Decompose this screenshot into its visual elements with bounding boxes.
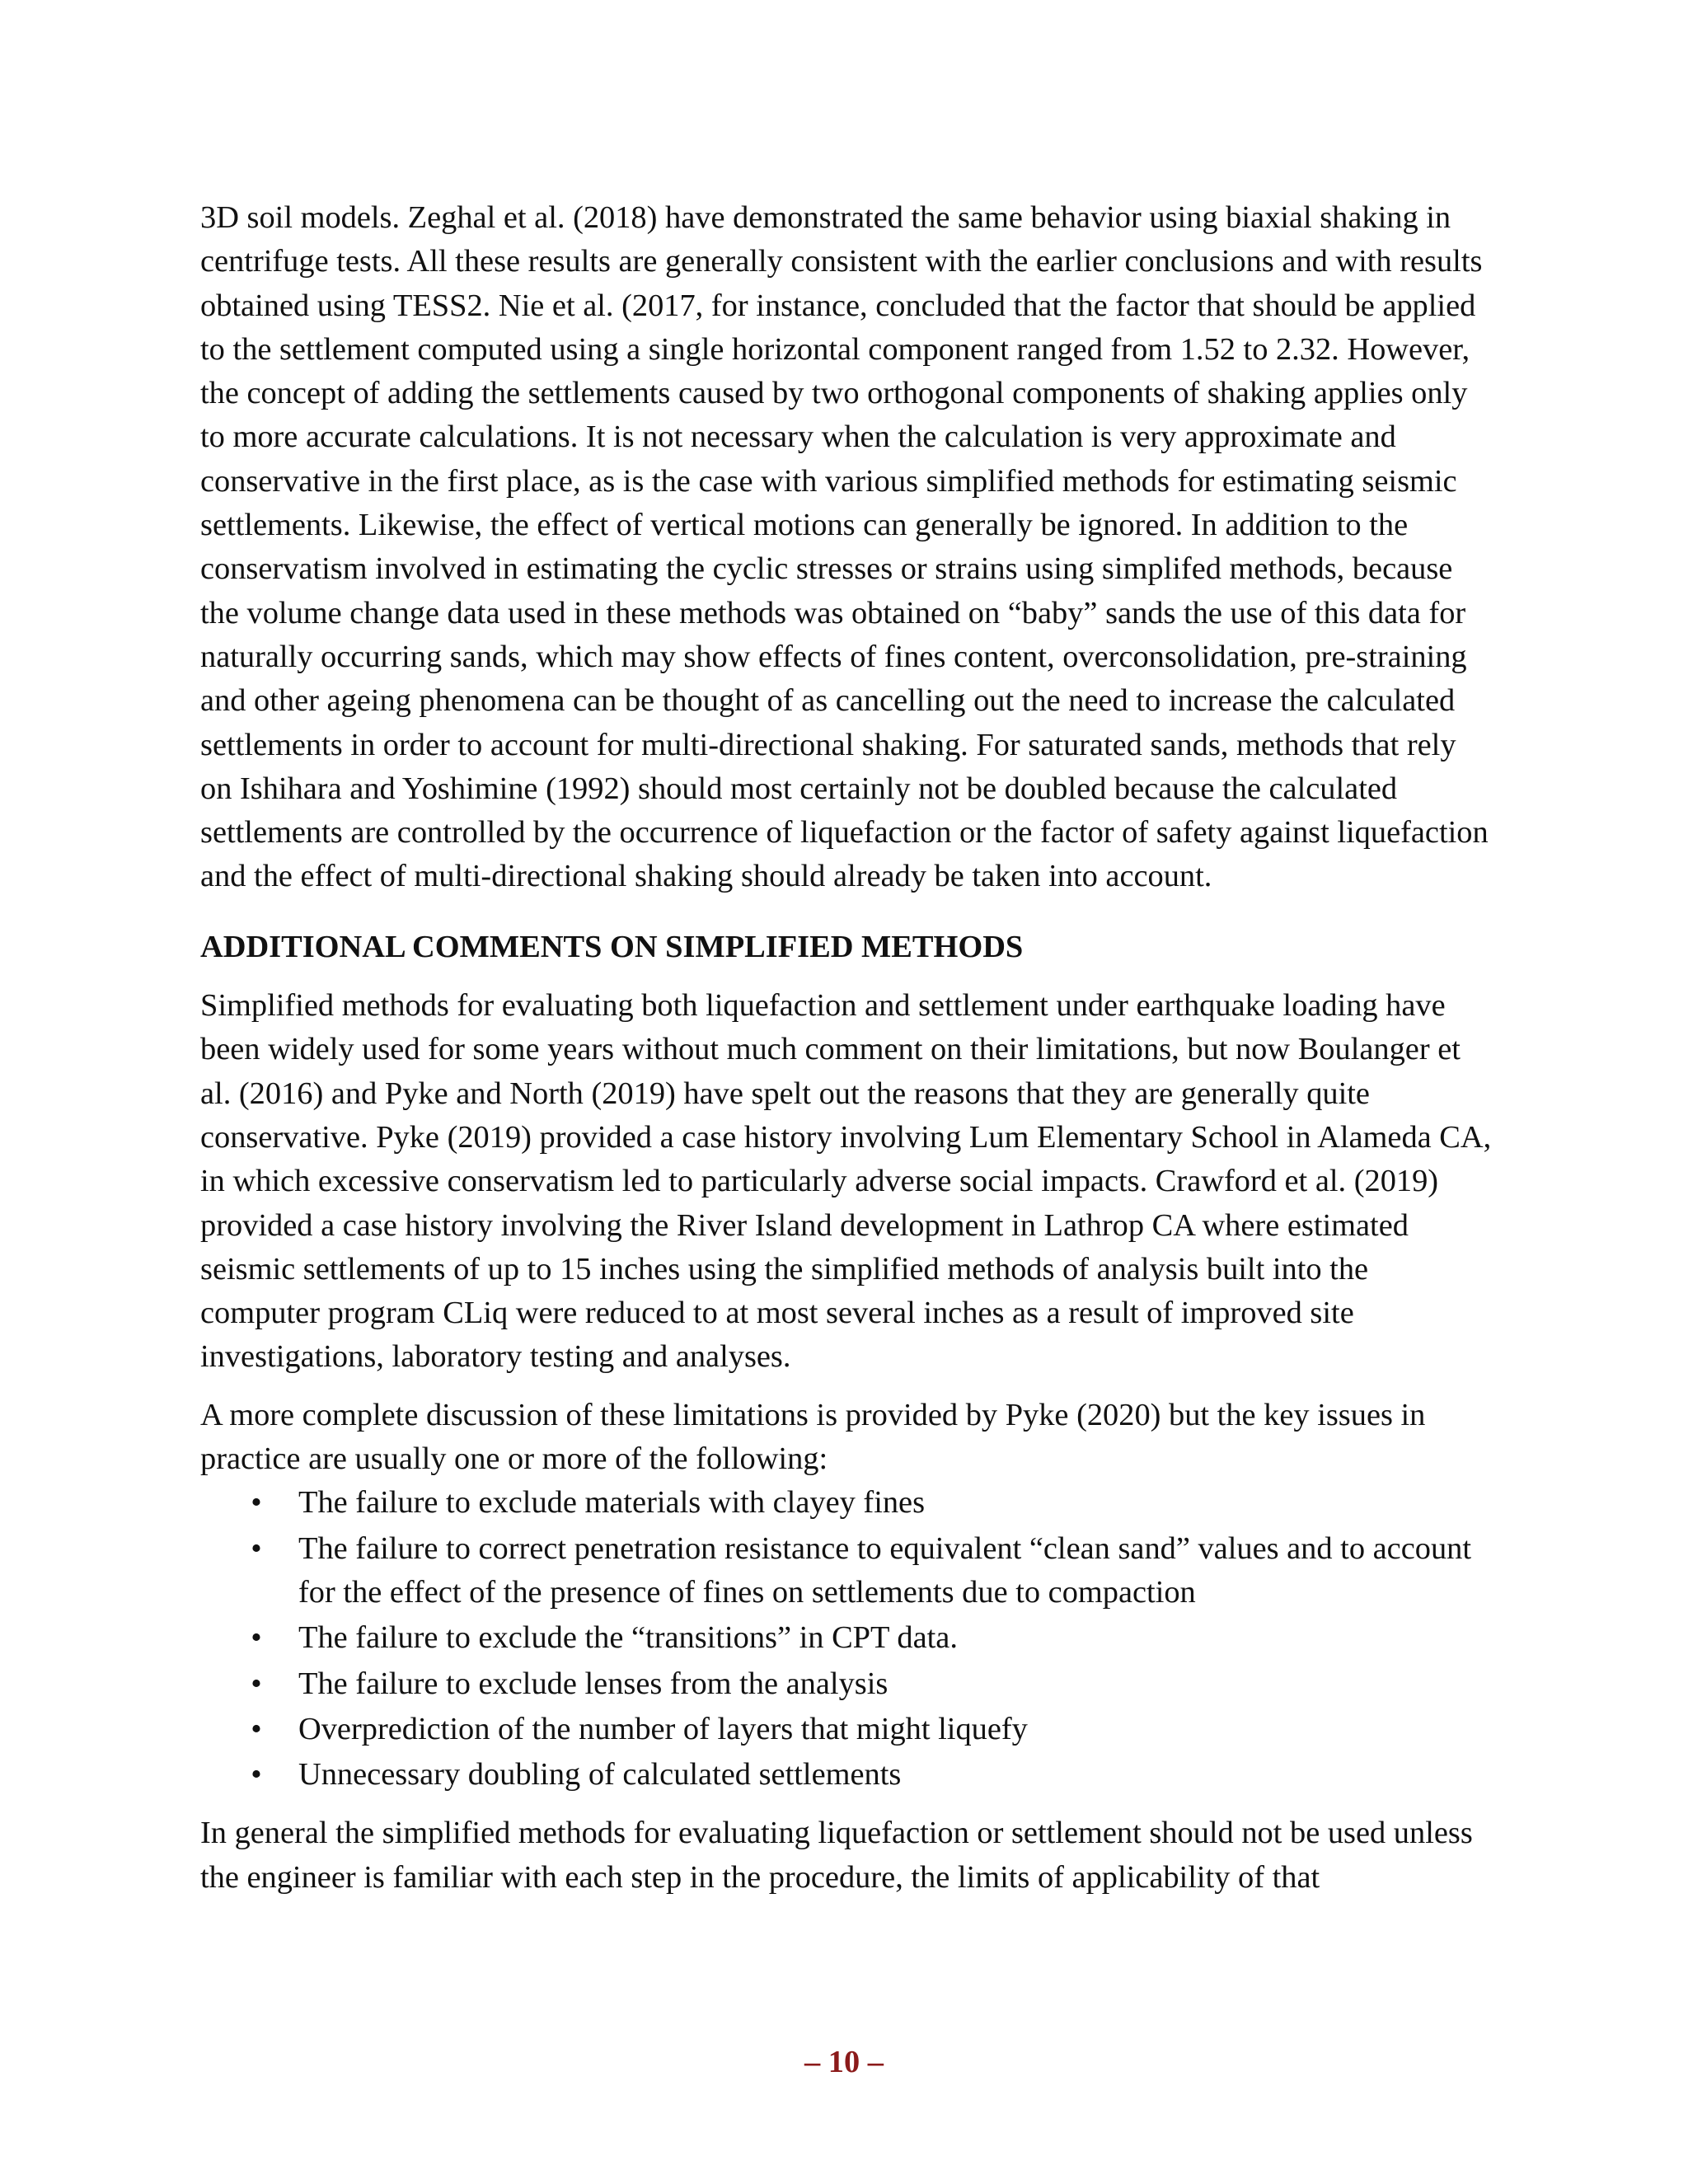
closing-paragraph: In general the simplified methods for evaluating liquefaction or settlement should not be used unless the engineer is familiar with each step in the procedure, the limits of applicability of that — [200, 1816, 1473, 1895]
bullet-icon: • — [251, 1485, 262, 1521]
bullet-icon: • — [251, 1711, 262, 1746]
section-paragraph-2: A more complete discussion of these limitations is provided by Pyke (2020) but the key issues in practice are usually one or more of the following: — [200, 1397, 1426, 1477]
list-item — [200, 1708, 1494, 1751]
list-item — [200, 1481, 1494, 1525]
list-item-text: The failure to exclude materials with clayey fines — [298, 1485, 926, 1521]
page-number: – 10 – — [804, 2045, 884, 2079]
bullet-icon: • — [251, 1530, 262, 1566]
list-item-text: Unnecessary doubling of calculated settlements — [298, 1757, 902, 1793]
issues-list — [200, 1481, 1494, 1797]
bullet-icon: • — [251, 1757, 262, 1793]
list-item-text: The failure to correct penetration resistance to equivalent “clean sand” values and to account for the effect of the presence of fines on settlements due to compaction — [298, 1530, 1472, 1610]
list-item — [200, 1616, 1494, 1660]
bullet-icon: • — [251, 1666, 262, 1701]
list-item — [200, 1662, 1494, 1706]
page-content — [200, 196, 1494, 1900]
list-item — [200, 1753, 1494, 1797]
section-heading: ADDITIONAL COMMENTS ON SIMPLIFIED METHODS — [200, 929, 1024, 964]
bullet-icon: • — [251, 1620, 262, 1656]
list-item-text: The failure to exclude lenses from the analysis — [298, 1666, 889, 1701]
list-item-text: The failure to exclude the “transitions” in CPT data. — [298, 1620, 958, 1656]
list-item-text: Overprediction of the number of layers that might liquefy — [298, 1711, 1028, 1746]
section-paragraph-1: Simplified methods for evaluating both liquefaction and settlement under earthquake loading have been widely used for some years without much comment on their limitations, but now Boulanger et al. (2016) and Pyke and North (2019) have spelt out the reasons that they are generally quite conservative. Pyke (2019) provided a case history involving Lum Elementary School in Alameda CA, in which excessive conservatism led to particularly adverse social impacts. Crawford et al. (2019) provided a case history involving the River Island development in Lathrop CA where estimated seismic settlements of up to 15 inches using the simplified methods of analysis built into the computer program CLiq were reduced to at most several inches as a result of improved site investigations, laboratory testing and analyses. — [200, 988, 1492, 1375]
intro-paragraph: 3D soil models. Zeghal et al. (2018) have demonstrated the same behavior using biaxial shaking in centrifuge tests. All these results are generally consistent with the earlier conclusions and with results obtained using TESS2. Nie et al. (2017, for instance, concluded that the factor that should be applied to the settlement computed using a single horizontal component ranged from 1.52 to 2.32. However, the concept of adding the settlements caused by two orthogonal components of shaking applies only to more accurate calculations. It is not necessary when the calculation is very approximate and conservative in the first place, as is the case with various simplified methods for estimating seismic settlements. Likewise, the effect of vertical motions can generally be ignored. In addition to the conservatism involved in estimating the cyclic stresses or strains using simplifed methods, because the volume change data used in these methods was obtained on “baby” sands the use of this data for naturally occurring sands, which may show effects of fines content, overconsolidation, pre-straining and other ageing phenomena can be thought of as cancelling out the need to increase the calculated settlements in order to account for multi-directional shaking. For saturated sands, methods that rely on Ishihara and Yoshimine (1992) should most certainly not be doubled because the calculated settlements are controlled by the occurrence of liquefaction or the factor of safety against liquefaction and the effect of multi-directional shaking should already be taken into account. — [200, 200, 1489, 894]
list-item — [200, 1527, 1494, 1615]
